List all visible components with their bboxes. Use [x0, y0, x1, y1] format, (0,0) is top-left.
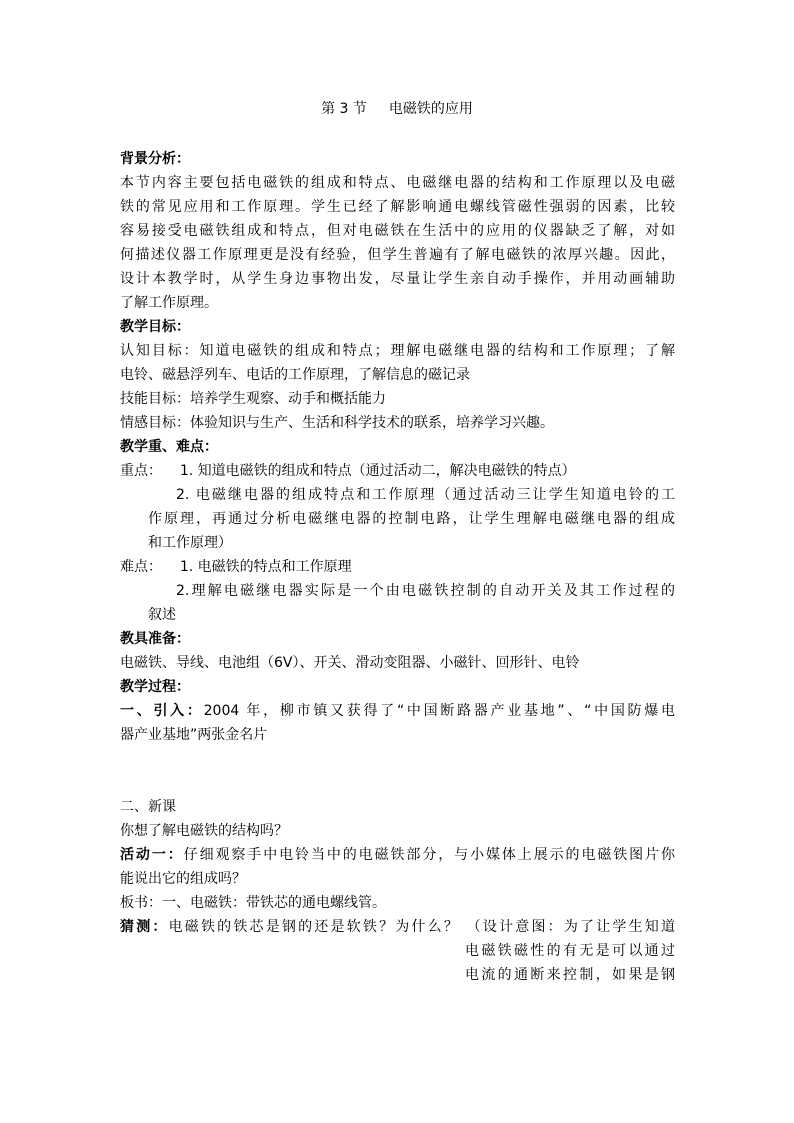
difficulty-line: 叙述 — [148, 607, 176, 623]
background-line: 容易接受电磁铁组成和特点，但对电磁铁在生活中的应用的仪器缺乏了解，对如 — [120, 223, 675, 239]
intro-label: 一、引入： — [120, 703, 204, 719]
difficulty-text: 1. 电磁铁的特点和工作原理 — [179, 559, 352, 575]
keypoint-line: 2. 电磁继电器的组成特点和工作原理（通过活动三让学生知道电铃的工 — [176, 487, 675, 503]
process-heading: 教学过程： — [120, 679, 190, 695]
activity-line: 能说出它的组成吗？ — [120, 871, 246, 887]
activity-line — [120, 843, 675, 867]
keypoint-line: 和工作原理） — [148, 535, 232, 551]
guess-line: 电磁铁磁性的有无是可以通过 — [465, 943, 675, 959]
section-name: 电磁铁的应用 — [388, 101, 473, 117]
activity-label: 活动一： — [120, 847, 184, 863]
guess-label: 猜测： — [120, 919, 169, 935]
difficulty-line: 2.理解电磁继电器实际是一个由电磁铁控制的自动开关及其工作过程的 — [176, 583, 675, 599]
background-line: 铁的常见应用和工作原理。学生已经了解影响通电螺线管磁性强弱的因素，比较 — [120, 199, 675, 215]
keypoint-line — [120, 459, 675, 483]
difficulty-label: 难点： — [120, 559, 162, 575]
new-lesson-heading: 二、新课 — [120, 799, 176, 815]
keypoint-text: 1. 知道电磁铁的组成和特点（通过活动二，解决电磁铁的特点） — [179, 463, 576, 479]
tools-heading: 教具准备： — [120, 631, 190, 647]
board-line: 板书：一、电磁铁：带铁芯的通电螺线管。 — [120, 895, 386, 911]
keypoint-label: 重点： — [120, 463, 162, 479]
guess-line — [120, 915, 675, 939]
background-line: 何描述仪器工作原理更是没有经验，但学生普遍有了解电磁铁的浓厚兴趣。因此， — [120, 247, 675, 263]
goals-heading: 教学目标： — [120, 319, 190, 335]
goals-line: 认知目标：知道电磁铁的组成和特点；理解电磁继电器的结构和工作原理；了解 — [120, 343, 675, 359]
goals-line: 电铃、磁悬浮列车、电话的工作原理，了解信息的磁记录 — [120, 367, 470, 383]
question-line: 你想了解电磁铁的结构吗？ — [120, 823, 288, 839]
goals-line: 技能目标：培养学生观察、动手和概括能力 — [120, 391, 386, 407]
goals-line: 情感目标：体验知识与生产、生活和科学技术的联系，培养学习兴趣。 — [120, 415, 554, 431]
page-title — [0, 99, 794, 119]
document-body — [120, 147, 675, 987]
keypoints-heading: 教学重、难点： — [120, 439, 218, 455]
background-line: 了解工作原理。 — [120, 295, 218, 311]
keypoint-line: 作原理，再通过分析电磁继电器的控制电路，让学生理解电磁继电器的组成 — [148, 511, 675, 527]
tools-line: 电磁铁、导线、电池组（6V）、开关、滑动变阻器、小磁针、回形针、电铃 — [120, 655, 580, 671]
section-number: 第 3 节 — [321, 101, 367, 117]
intro-text: 2004 年，柳市镇又获得了“中国断路器产业基地”、“中国防爆电 — [203, 703, 675, 719]
intro-line: 器产业基地”两张金名片 — [120, 727, 268, 743]
background-line: 设计本教学时，从学生身边事物出发，尽量让学生亲自动手操作，并用动画辅助 — [120, 271, 675, 287]
blank-space — [120, 747, 675, 795]
intro-line — [120, 699, 675, 723]
guess-text: 电磁铁的铁芯是钢的还是软铁？为什么？ （设计意图：为了让学生知道 — [168, 919, 675, 935]
background-heading: 背景分析： — [120, 151, 190, 167]
background-line: 本节内容主要包括电磁铁的组成和特点、电磁继电器的结构和工作原理以及电磁 — [120, 175, 675, 191]
activity-text: 仔细观察手中电铃当中的电磁铁部分，与小媒体上展示的电磁铁图片你 — [183, 847, 675, 863]
guess-line: 电流的通断来控制，如果是钢 — [465, 967, 675, 983]
difficulty-line — [120, 555, 675, 579]
